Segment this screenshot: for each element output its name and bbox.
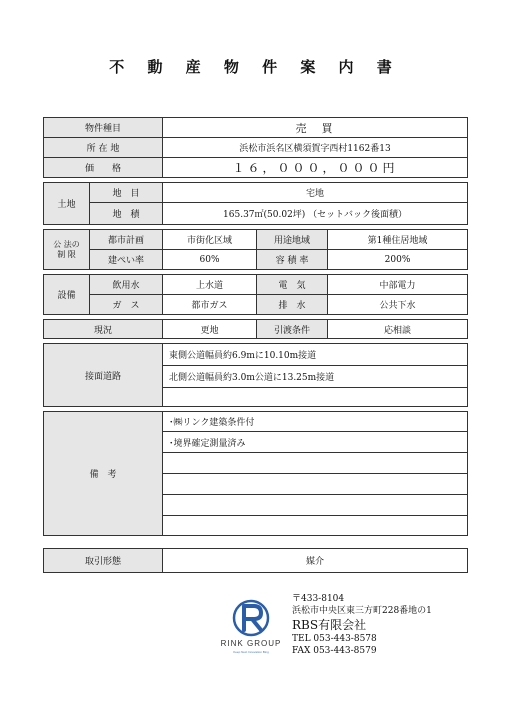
property-table <box>43 117 468 536</box>
gas-value: 都市ガス <box>163 295 257 315</box>
price-label: 価 格 <box>44 158 163 178</box>
use-zone-label: 用途地域 <box>257 230 328 250</box>
address-value: 浜松市浜名区横須賀字西村1162番13 <box>163 138 468 158</box>
land-section-label: 土地 <box>44 183 90 225</box>
electric-value: 中部電力 <box>328 275 468 295</box>
gas-label: ガ ス <box>90 295 163 315</box>
type-label: 物件種目 <box>44 118 163 138</box>
land-category-value: 宅地 <box>163 183 468 203</box>
document-title: 不 動 産 物 件 案 内 書 <box>109 58 401 76</box>
road-line-text: 北側公道幅員約3.0m公道に13.25m接道 <box>163 366 468 388</box>
transaction-table <box>43 548 468 573</box>
company-name: RBS有限会社 <box>292 618 367 632</box>
legal-section-label <box>44 230 90 270</box>
coverage-value: 60% <box>163 250 257 270</box>
handover-value: 応相談 <box>328 320 468 339</box>
company-block <box>292 593 432 657</box>
logo-tagline: Keep Next Innovation Bing <box>233 650 269 654</box>
road-label: 接面道路 <box>44 344 163 407</box>
row-coverage <box>44 250 468 270</box>
price-value: １６，０００，０００円 <box>163 158 468 178</box>
city-plan-label: 都市計画 <box>90 230 163 250</box>
road-line-text: 東側公道幅員約6.9mに10.10m接道 <box>163 344 468 366</box>
use-zone-value: 第1種住居地域 <box>328 230 468 250</box>
handover-label: 引渡条件 <box>257 320 328 339</box>
remarks-line-1 <box>44 412 468 432</box>
land-category-label: 地 目 <box>90 183 163 203</box>
company-tel: TEL 053-443-8578 <box>292 634 377 644</box>
remarks-line-text: ･㈱リンク建築条件付 <box>163 412 468 432</box>
legal-label-line2: 制 限 <box>57 249 76 259</box>
land-area-label: 地 積 <box>90 203 163 225</box>
row-status <box>44 320 468 339</box>
coverage-label: 建ぺい率 <box>90 250 163 270</box>
row-land-area <box>44 203 468 225</box>
company-fax: FAX 053-443-8579 <box>292 646 377 656</box>
company-address: 浜松市中央区東三方町228番地の1 <box>292 606 432 616</box>
transaction-label: 取引形態 <box>44 549 163 573</box>
facilities-section-label: 設備 <box>44 275 90 315</box>
company-postal: 〒433-8104 <box>292 594 345 604</box>
drain-label: 排 水 <box>257 295 328 315</box>
address-label: 所 在 地 <box>44 138 163 158</box>
row-water <box>44 275 468 295</box>
remarks-label: 備 考 <box>44 412 163 536</box>
status-value: 更地 <box>163 320 257 339</box>
type-value: 売 買 <box>163 118 468 138</box>
electric-label: 電 気 <box>257 275 328 295</box>
status-label: 現況 <box>44 320 163 339</box>
row-price <box>44 158 468 178</box>
road-line-1 <box>44 344 468 366</box>
transaction-value: 媒介 <box>163 549 468 573</box>
land-area-value: 165.37㎡(50.02坪) （セットバック後面積） <box>163 203 468 225</box>
water-value: 上水道 <box>163 275 257 295</box>
city-plan-value: 市街化区域 <box>163 230 257 250</box>
row-land-category <box>44 183 468 203</box>
row-gas <box>44 295 468 315</box>
remarks-line-text: ･境界確定測量済み <box>163 432 468 453</box>
drain-value: 公共下水 <box>328 295 468 315</box>
water-label: 飲用水 <box>90 275 163 295</box>
legal-label-line1: 公 法の <box>53 239 80 249</box>
rink-group-logo <box>216 596 286 666</box>
logo-name: RINK GROUP <box>220 639 282 648</box>
far-label: 容 積 率 <box>257 250 328 270</box>
far-value: 200% <box>328 250 468 270</box>
row-type <box>44 118 468 138</box>
row-address <box>44 138 468 158</box>
row-city-plan <box>44 230 468 250</box>
